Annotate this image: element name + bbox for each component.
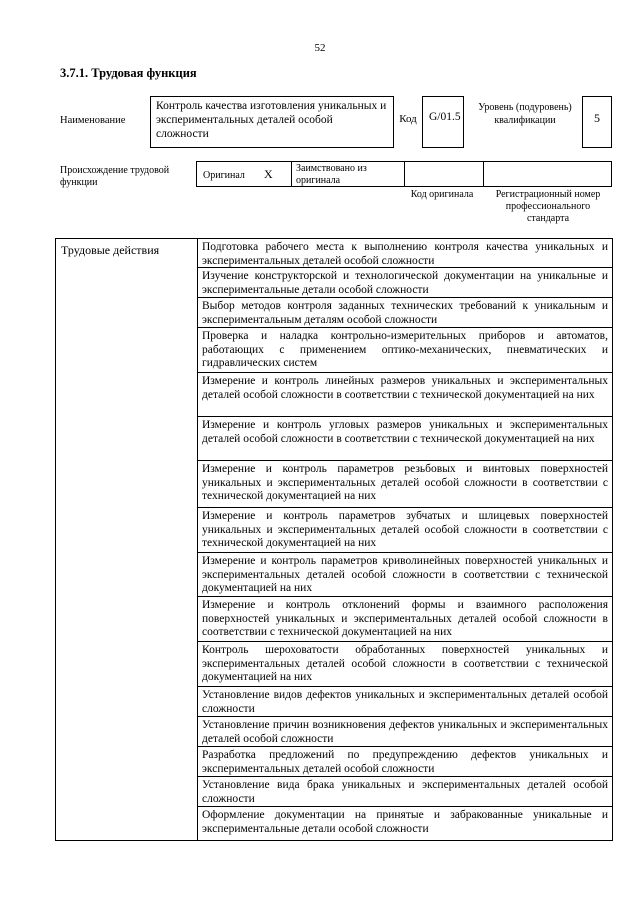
labor-actions-list	[198, 239, 612, 838]
labor-action-item: Измерение и контроль линейных размеров уникальных и экспериментальных деталей особой сложности в соответствии с технической документацией на них	[198, 373, 612, 417]
labor-action-item: Установление видов дефектов уникальных и экспериментальных деталей особой сложности	[198, 687, 612, 717]
origin-label: Происхождение трудовой функции	[60, 165, 170, 188]
page-number: 52	[314, 42, 326, 54]
labor-action-item: Установление причин возникновения дефектов уникальных и экспериментальных деталей особой сложности	[198, 717, 612, 747]
labor-actions-table	[55, 238, 613, 841]
labor-actions-label: Трудовые действия	[56, 239, 198, 840]
labor-action-item: Изучение конструкторской и технологической документации на уникальные и экспериментальные детали особой сложности	[198, 268, 612, 298]
labor-action-item: Измерение и контроль параметров зубчатых и шлицевых поверхностей уникальных и экспериментальных деталей особой сложности в соответствии с технической документацией на них	[198, 508, 612, 553]
origin-borrowed-cell	[291, 161, 405, 187]
labor-action-item: Установление вида брака уникальных и экспериментальных деталей особой сложности	[198, 777, 612, 807]
origin-borrowed-text: Заимствовано из оригинала	[296, 163, 367, 186]
labor-action-item: Измерение и контроль параметров резьбовых и винтовых поверхностей уникальных и экспериментальных деталей особой сложности в соответствии с технической документацией на них	[198, 461, 612, 508]
origin-original-text: Оригинал	[203, 170, 245, 181]
level-value-box: 5	[582, 96, 612, 148]
labor-action-item: Оформление документации на принятые и забракованные уникальные и экспериментальные детали особой сложности	[202, 809, 608, 835]
labor-action-item: Проверка и наладка контрольно-измерительных приборов и автоматов, работающих с применением оптико-механических, пневматических и гидравлических систем	[198, 328, 612, 373]
origin-code-cell	[404, 161, 484, 187]
origin-reg-cell	[483, 161, 612, 187]
origin-original-cell	[196, 161, 292, 187]
labor-action-item: Измерение и контроль угловых размеров уникальных и экспериментальных деталей особой сложности в соответствии с технической документацией на них	[198, 417, 612, 461]
labor-action-item: Измерение и контроль отклонений формы и взаимного расположения поверхностей уникальных и экспериментальных деталей особой сложности в соответствии с технической документацией на них	[198, 597, 612, 642]
labor-action-item: Контроль шероховатости обработанных поверхностей уникальных и экспериментальных деталей особой сложности в соответствии с технической документацией на них	[198, 642, 612, 687]
name-label: Наименование	[60, 115, 126, 126]
level-label: Уровень (подуровень) квалификации	[478, 102, 572, 126]
labor-action-item: Подготовка рабочего места к выполнению контроля качества уникальных и экспериментальных деталей особой сложности	[198, 239, 612, 268]
code-original-label: Код оригинала	[410, 189, 474, 200]
labor-action-item: Измерение и контроль параметров криволинейных поверхностей уникальных и экспериментальных деталей особой сложности в соответствии с технической документацией на них	[198, 553, 612, 597]
code-value-box: G/01.5	[422, 96, 464, 148]
origin-table	[196, 161, 612, 187]
code-label: Код	[399, 113, 417, 125]
labor-action-item: Разработка предложений по предупреждению дефектов уникальных и экспериментальных деталей особой сложности	[198, 747, 612, 777]
function-name-box: Контроль качества изготовления уникальных и экспериментальных деталей особой сложности	[150, 96, 394, 148]
labor-action-item: Выбор методов контроля заданных технических требований к уникальным и экспериментальным деталям особой сложности	[198, 298, 612, 328]
origin-mark: X	[264, 167, 273, 181]
reg-number-label: Регистрационный номер профессионального стандарта	[495, 189, 601, 224]
section-title: 3.7.1. Трудовая функция	[60, 66, 197, 80]
